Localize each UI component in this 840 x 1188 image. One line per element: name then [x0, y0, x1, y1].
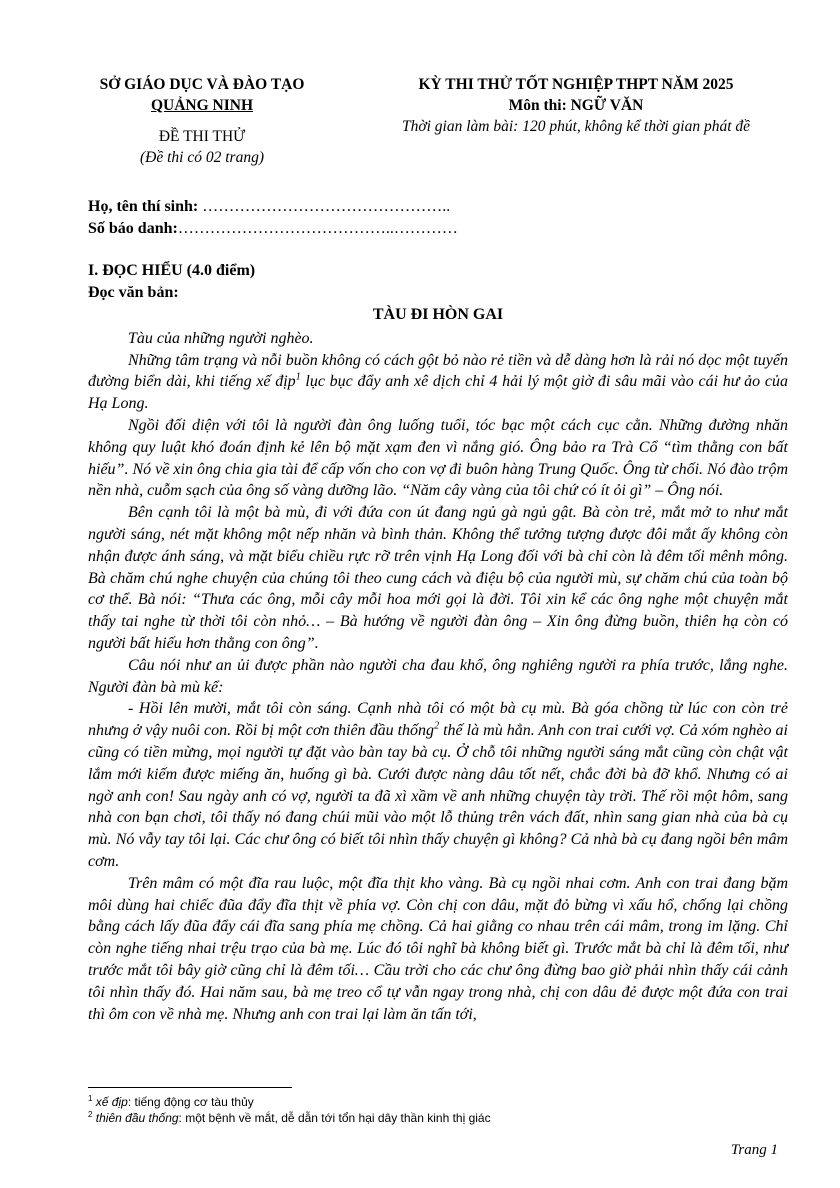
subject-line: Môn thi: NGỮ VĂN	[508, 97, 644, 114]
passage-paragraph: Tàu của những người nghèo.	[128, 329, 314, 347]
candidate-id-label: Số báo danh:	[88, 220, 178, 237]
candidate-id-dots: …………………………………..…………	[177, 220, 458, 237]
passage-paragraph: Trên mâm có một đĩa rau luộc, một đĩa thịt kho vàng. Bà cụ ngồi nhai cơm. Anh con trai đang bặm môi dùng hai chiếc đũa đẩy đĩa thịt về phía vợ. Còn chị con dâu, mặt đỏ bừng vì xấu hổ, chống lại chồng bằng cách lấy đũa đẩy cái đĩa sang phía mẹ chồng. Cả hai giằng co nhau trên cái mâm, trong im lặng. Chỉ còn nghe tiếng nhai trệu trạo của bà mẹ. Lúc đó tôi nghĩ bà không biết gì. Trước mắt bà chỉ là đêm tối, như trước mắt tôi bây giờ cũng chỉ là đêm tối… Cầu trời cho các chư ông đừng bao giờ phải nhìn thấy cái cảnh tôi nhìn thấy đó. Hai năm sau, bà mẹ treo cổ tự vẫn ngay trong nhà, chị con dâu đẻ được một đứa con trai thì ôm con về nhà mẹ. Nhưng anh con trai lại làm ăn tấn tới,	[88, 874, 788, 1023]
candidate-info	[88, 196, 458, 240]
header-right	[360, 74, 792, 137]
exam-title: KỲ THI THỬ TỐT NGHIỆP THPT NĂM 2025	[418, 76, 734, 93]
passage-paragraph: Bên cạnh tôi là một bà mù, đi với đứa con út đang ngủ gà ngủ gật. Bà còn trẻ, mắt mở to như mắt người sáng, nét mặt không một nếp nhăn và bình thản. Không thể tưởng tượng được đôi mắt ấy không còn nhận được ánh sáng, và mặt biểu chiều rực rỡ trên vịnh Hạ Long đối với bà chỉ còn là đêm tối mênh mông. Bà chăm chú nghe chuyện của chúng tôi theo cung cách và điệu bộ của người mù, sự chăm chú của toàn bộ cơ thể. Bà nói: “Thưa các ông, mỗi cây mỗi hoa mới gọi là đời. Tôi xin kể các ông nghe một chuyện mắt thấy tai nghe từ thời tôi còn nhỏ… – Bà hướng về người đàn ông – Xin ông đừng buồn, thiên hạ còn có người bất hiếu hơn thằng con ông”.	[88, 504, 788, 652]
exam-kind: ĐỀ THI THỬ	[158, 128, 246, 145]
candidate-id-line	[88, 218, 458, 240]
passage-paragraph: Câu nói như an ủi được phần nào người cha đau khổ, ông nghiêng người ra phía trước, lắng nghe. Người đàn bà mù kể:	[88, 656, 788, 696]
candidate-name-line	[88, 196, 458, 218]
candidate-name-dots: ………………………………………..	[198, 198, 451, 215]
footnote-divider	[88, 1087, 292, 1088]
time-note: Thời gian làm bài: 120 phút, không kể thời gian phát đề	[401, 118, 751, 135]
passage-paragraph: - Hồi lên mười, mắt tôi còn sáng. Cạnh nhà tôi có một bà cụ mù. Bà góa chồng từ lúc con còn trẻ nhưng ở vậy nuôi con. Rồi bị một cơn thiên đầu thống$^2$ thế là mù hẳn. Anh con trai cưới vợ. Cả xóm nghèo ai cũng có tiền mừng, mọi người tự đặt vào bàn tay bà cụ. Ở chỗ tôi những người sáng mắt cũng còn chật vật lắm mới kiếm được miếng ăn, huống gì bà. Cưới được nàng dâu tốt nết, chắc đời bà đỡ khổ. Nhưng có ai ngờ anh con! Sau ngày anh có vợ, người ta đã xì xầm về anh những chuyện tày trời. Thế rồi một hôm, sang nhà con bạn chơi, tôi thấy nó đang chúi mũi vào một lỗ thủng trên vách đất, nhìn sang gian nhà của bà cụ mù. Nó vẫy tay tôi lại. Các chư ông có biết tôi nhìn thấy chuyện gì không? Cả nhà bà cụ đang ngồi bên mâm cơm.	[88, 700, 788, 870]
footnotes	[88, 1094, 491, 1126]
candidate-name-label: Họ, tên thí sinh:	[88, 198, 199, 215]
footnote-item: $^2$ thiên đầu thống: một bệnh về mắt, dễ dẫn tới tổn hại dây thần kinh thị giác	[88, 1110, 491, 1125]
passage-paragraph: Những tâm trạng và nỗi buồn không có cách gột bỏ nào rẻ tiền và dễ dàng hơn là rải nó dọc một tuyến đường biển dài, khi tiếng xế địp$^1$ lục bục đẩy anh xê dịch chỉ 4 hải lý một giờ đi sâu mãi vào cái hư ảo của Hạ Long.	[88, 351, 788, 413]
header-left	[62, 74, 342, 168]
footnote-item: $^1$ xế địp: tiếng động cơ tàu thủy	[88, 1094, 254, 1109]
passage-paragraph: Ngồi đối diện với tôi là người đàn ông luống tuổi, tóc bạc một cách cục cằn. Những đường nhăn không quy luật khó đoán định kẻ lên bộ mặt xạm đen vì nắng gió. Ông bảo ra Trà Cổ “tìm thằng con bất hiếu”. Nó về xin ông chia gia tài để cấp vốn cho con vợ đi buôn hàng Trung Quốc. Ông từ chối. Nó đào trộm nền nhà, cuỗm sạch của ông số vàng dưỡng lão. “Năm cây vàng của tôi chứ có ít ỏi gì” – Ông nói.	[88, 416, 788, 500]
section-subheading: Đọc văn bản:	[88, 283, 179, 301]
reading-passage	[88, 304, 788, 1025]
province-name: QUẢNG NINH	[150, 97, 254, 114]
section-heading-block	[88, 260, 255, 303]
passage-title: TÀU ĐI HÒN GAI	[372, 306, 504, 323]
department-name: SỞ GIÁO DỤC VÀ ĐÀO TẠO	[99, 76, 305, 93]
page-count-note: (Đề thi có 02 trang)	[140, 149, 264, 166]
section-heading: I. ĐỌC HIỂU (4.0 điểm)	[88, 262, 256, 279]
footnote-ref: 2	[434, 720, 440, 732]
footnote-ref: 1	[295, 372, 301, 384]
page-number: Trang 1	[730, 1142, 778, 1158]
